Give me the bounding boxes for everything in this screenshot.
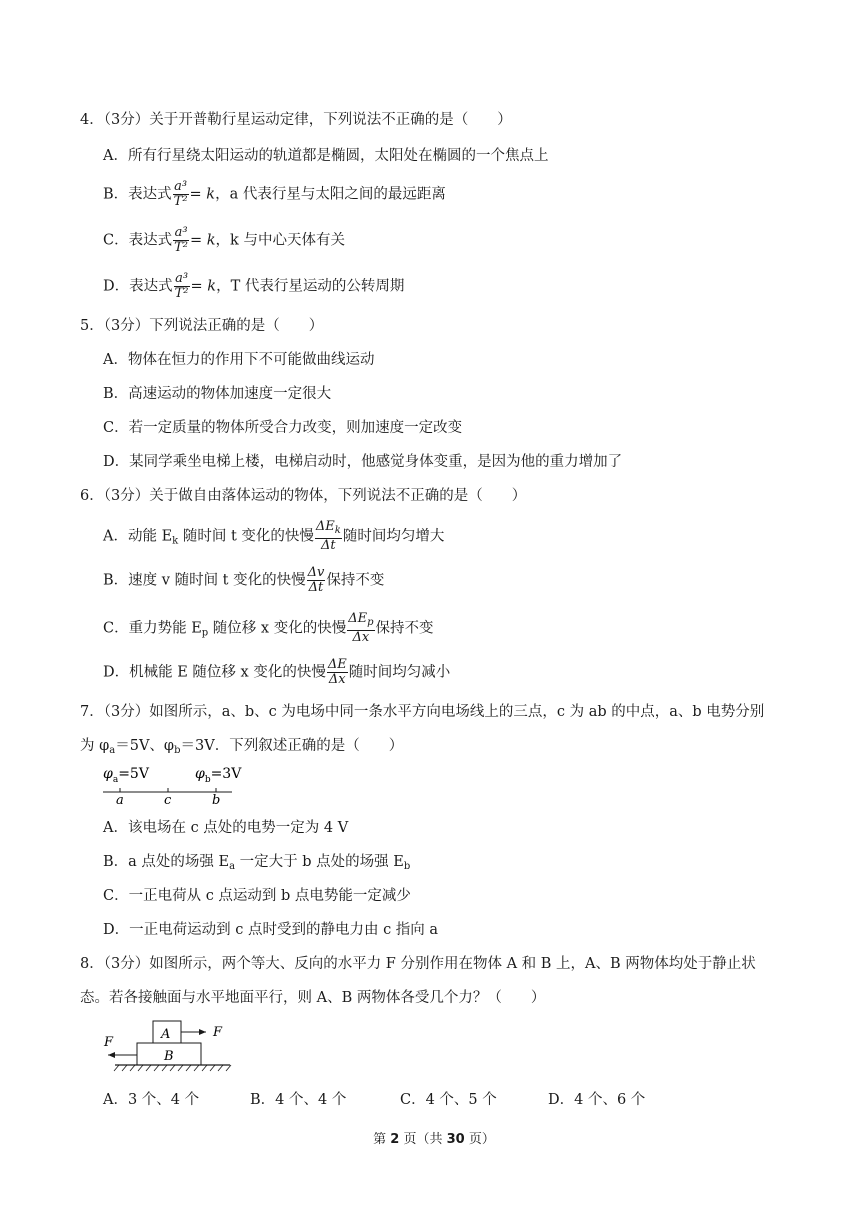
q6-c-den: Δx (352, 630, 370, 645)
force-left-label: F (104, 1035, 114, 1050)
q6-option-a (103, 520, 444, 553)
q6-c-num-sub: p (367, 617, 374, 628)
q7-b-sub-a: a (229, 861, 236, 872)
footer-mid: 页（共 (399, 1132, 447, 1147)
q4-formula-b (173, 180, 189, 209)
point-a-label: a (116, 793, 124, 808)
formula-den: T² (174, 286, 189, 301)
q6-d-den: Δx (328, 672, 346, 687)
phi-b-label: $\varphi_b=3V$ (195, 766, 242, 785)
q6-a-den: Δt (321, 538, 336, 553)
q5-option-a: A．物体在恒力的作用下不可能做曲线运动 (103, 352, 375, 368)
block-a-label: A (161, 1027, 171, 1042)
q4-option-c-pre: C．表达式 (103, 232, 173, 249)
q6-b-num: Δv (307, 565, 325, 580)
point-b-label: b (212, 793, 221, 808)
q5-option-c: C．若一定质量的物体所受合力改变，则加速度一定改变 (103, 420, 463, 436)
q6-d-post: 随时间均匀减小 (348, 664, 451, 681)
q7-b-sub-b: b (403, 861, 411, 872)
q6-d-pre: D．机械能 E 随位移 x 变化的快慢 (103, 664, 326, 681)
q4-option-d-post: ，T 代表行星运动的公转周期 (216, 278, 405, 295)
q6-d-num: ΔE (327, 657, 347, 672)
q7-field-line-figure (100, 760, 240, 810)
force-right-arrowhead (199, 1029, 206, 1035)
q7-stem2-pre: 为 φ (80, 738, 110, 754)
q8-stem-line2: 态。若各接触面与水平地面平行，则 A、B 两物体各受几个力？（ ） (80, 990, 546, 1006)
q6-option-b (103, 566, 384, 595)
q7-stem-line2 (80, 736, 403, 761)
formula-num: a³ (174, 225, 188, 240)
q6-a-pre: A．动能 E (103, 528, 173, 545)
ground-hatch (114, 1065, 231, 1071)
formula-rhs: = k (190, 278, 217, 295)
phi-a-label: $\varphi_a=5V$ (103, 766, 149, 785)
q4-formula-c (173, 226, 189, 255)
q6-b-pre: B．速度 v 随时间 t 变化的快慢 (103, 572, 306, 589)
q6-a-post: 随时间均匀增大 (342, 528, 445, 545)
point-c-label: c (164, 793, 172, 808)
formula-num: a³ (174, 179, 188, 194)
q6-b-den: Δt (308, 580, 324, 595)
q6-c-sub: p (201, 627, 209, 639)
force-left-arrowhead (108, 1052, 115, 1058)
q6-a-num (315, 520, 342, 539)
q4-option-c (103, 226, 345, 255)
q7-b-pre: B．a 点处的场强 E (103, 854, 230, 870)
footer-post: 页） (464, 1132, 495, 1147)
q7-stem2-sub-a: a (109, 745, 116, 756)
block-b-label: B (164, 1049, 174, 1064)
q6-a-fraction (315, 520, 342, 553)
q6-c-pre: C．重力势能 E (103, 620, 202, 637)
footer-pre: 第 (373, 1132, 391, 1147)
q7-stem2-sub-b: b (174, 745, 181, 756)
q6-stem: 6．（3分）关于做自由落体运动的物体，下列说法不正确的是（ ） (80, 488, 527, 504)
q5-option-d: D．某同学乘坐电梯上楼，电梯启动时，他感觉身体变重，是因为他的重力增加了 (103, 454, 623, 470)
q7-option-c: C．一正电荷从 c 点运动到 b 点电势能一定减少 (103, 888, 411, 904)
q5-stem: 5．（3分）下列说法正确的是（ ） (80, 318, 324, 334)
q4-option-b-pre: B．表达式 (103, 186, 172, 203)
q6-c-post: 保持不变 (375, 620, 434, 637)
q6-option-c (103, 612, 434, 645)
formula-rhs: = k (190, 232, 216, 249)
q7-option-a: A．该电场在 c 点处的电势一定为 4 V (103, 820, 349, 836)
q7-stem-line1: 7．（3分）如图所示，a、b、c 为电场中同一条水平方向电场线上的三点，c 为 ab 的中点，a、b 电势分别 (80, 704, 765, 720)
q8-stem-line1: 8．（3分）如图所示，两个等大、反向的水平力 F 分别作用在物体 A 和 B 上，A、B 两物体均处于静止状 (80, 956, 756, 972)
footer-total-pages: 30 (446, 1132, 465, 1147)
q6-a-mid: 随时间 t 变化的快慢 (178, 528, 314, 545)
page-footer (0, 1128, 868, 1147)
q4-option-b (103, 180, 446, 209)
q8-option-a: A．3 个、4 个 (103, 1092, 200, 1108)
q6-c-num (347, 612, 374, 631)
q7-stem2-post: ＝3V．下列叙述正确的是（ ） (180, 738, 404, 754)
force-right-label: F (213, 1025, 223, 1040)
formula-num: a³ (175, 271, 189, 286)
q8-blocks-figure (100, 1014, 240, 1074)
q6-b-post: 保持不变 (326, 572, 385, 589)
q4-option-b-post: ，a 代表行星与太阳之间的最远距离 (215, 186, 446, 203)
q4-option-a: A．所有行星绕太阳运动的轨道都是椭圆，太阳处在椭圆的一个焦点上 (103, 148, 549, 164)
q6-c-fraction (347, 612, 374, 645)
q8-option-c: C．4 个、5 个 (400, 1092, 497, 1108)
q4-option-c-post: ，k 与中心天体有关 (215, 232, 345, 249)
q6-d-fraction (327, 658, 348, 687)
q8-option-b: B．4 个、4 个 (250, 1092, 347, 1108)
q6-option-d (103, 658, 450, 687)
q7-stem2-mid: ＝5V、φ (115, 738, 175, 754)
q5-option-b: B．高速运动的物体加速度一定很大 (103, 386, 332, 402)
formula-den: T² (174, 240, 188, 255)
q7-option-d: D．一正电荷运动到 c 点时受到的静电力由 c 指向 a (103, 922, 439, 938)
q6-c-num-text: ΔE (348, 611, 368, 626)
q6-b-fraction (307, 566, 326, 595)
q4-formula-d (174, 272, 190, 301)
formula-rhs: = k (189, 186, 216, 203)
footer-page-number: 2 (390, 1132, 400, 1147)
formula-den: T² (173, 194, 188, 209)
q4-option-d (103, 272, 404, 301)
q6-c-mid: 随位移 x 变化的快慢 (208, 620, 347, 637)
q6-a-num-sub: k (334, 525, 341, 536)
q7-b-mid: 一定大于 b 点处的场强 E (235, 854, 404, 870)
q4-stem: 4．（3分）关于开普勒行星运动定律，下列说法不正确的是（ ） (80, 112, 512, 128)
q7-option-b (103, 852, 410, 877)
q8-option-d: D．4 个、6 个 (548, 1092, 646, 1108)
q6-a-num-text: ΔE (315, 519, 335, 534)
q4-option-d-pre: D．表达式 (103, 278, 173, 295)
q6-a-sub: k (172, 535, 179, 547)
